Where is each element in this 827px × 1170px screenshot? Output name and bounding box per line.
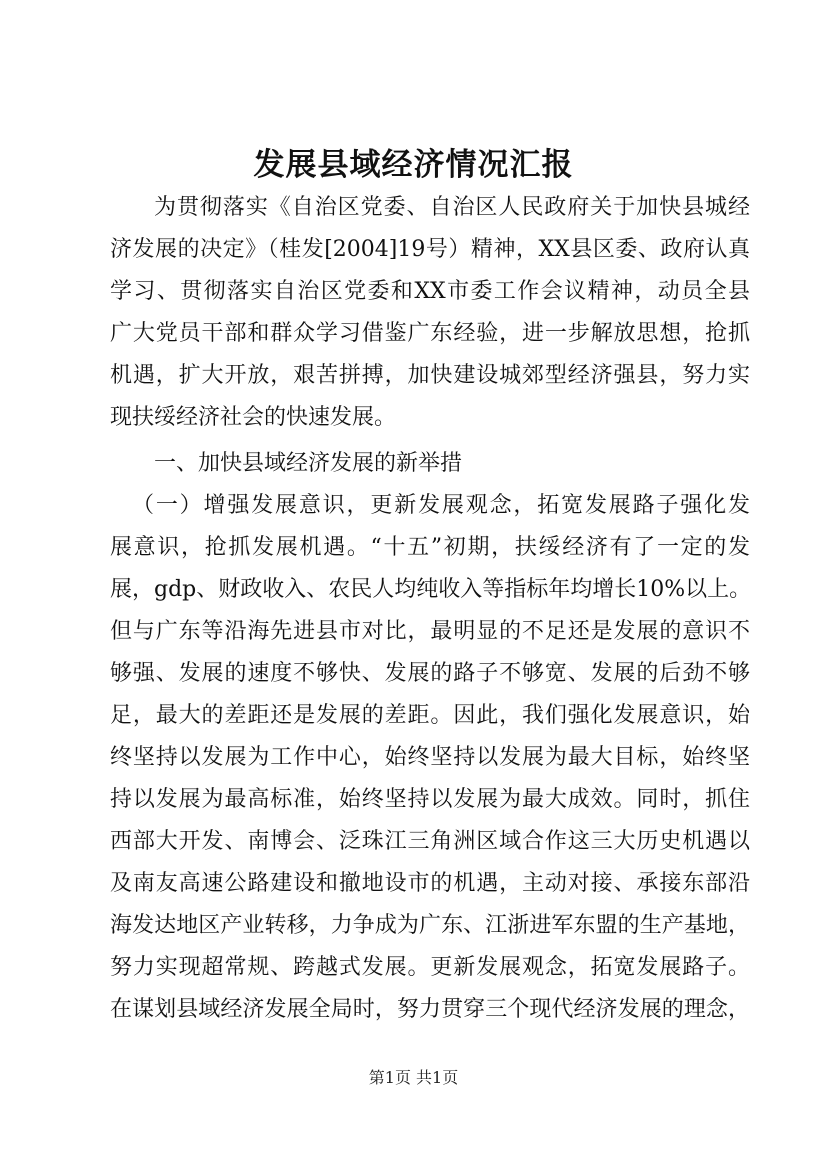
paragraph-line: 持以发展为最高标准，始终坚持以发展为最大成效。同时，抓住 [110,787,750,812]
paragraph-line: 努力实现超常规、跨越式发展。更新发展观念，拓宽发展路子。 [110,955,750,980]
paragraph-line: 现扶绥经济社会的快速发展。 [110,405,397,430]
paragraph-line: 够强、发展的速度不够快、发展的路子不够宽、发展的后劲不够 [110,661,750,686]
paragraph-line: 在谋划县域经济发展全局时，努力贯穿三个现代经济发展的理念， [110,997,750,1022]
paragraph-line: 及南友高速公路建设和撤地设市的机遇，主动对接、承接东部沿 [110,871,750,896]
paragraph-line: 但与广东等沿海先进县市对比，最明显的不足还是发展的意识不 [110,619,750,644]
paragraph-line: 海发达地区产业转移，力争成为广东、江浙进军东盟的生产基地， [110,913,750,938]
page-footer: 第1页 共1页 [368,1068,459,1087]
paragraph-line: 为贯彻落实《自治区党委、自治区人民政府关于加快县城经 [154,195,750,220]
paragraph-line: 济发展的决定》（桂发[2004]19号）精神，XX县区委、政府认真 [110,237,750,262]
document-title: 发展县域经济情况汇报 [253,147,574,183]
paragraph-line: 广大党员干部和群众学习借鉴广东经验，进一步解放思想，抢抓 [110,321,750,346]
paragraph-line: 学习、贯彻落实自治区党委和XX市委工作会议精神，动员全县 [110,279,750,304]
paragraph-line: 展，gdp、财政收入、农民人均纯收入等指标年均增长10%以上。 [110,577,752,602]
paragraph-line: 终坚持以发展为工作中心，始终坚持以发展为最大目标，始终坚 [110,745,750,770]
paragraph-line: 足，最大的差距还是发展的差距。因此，我们强化发展意识，始 [110,703,750,728]
paragraph-line: 机遇，扩大开放，艰苦拼搏，加快建设城郊型经济强县，努力实 [110,363,750,388]
paragraph-line: 西部大开发、南博会、泛珠江三角洲区域合作这三大历史机遇以 [110,829,750,854]
paragraph-line: 展意识，抢抓发展机遇。“十五”初期，扶绥经济有了一定的发 [110,535,750,560]
section-heading: 一、加快县域经济发展的新举措 [154,451,463,476]
paragraph-line: （一）增强发展意识，更新发展观念，拓宽发展路子强化发 [132,493,750,518]
